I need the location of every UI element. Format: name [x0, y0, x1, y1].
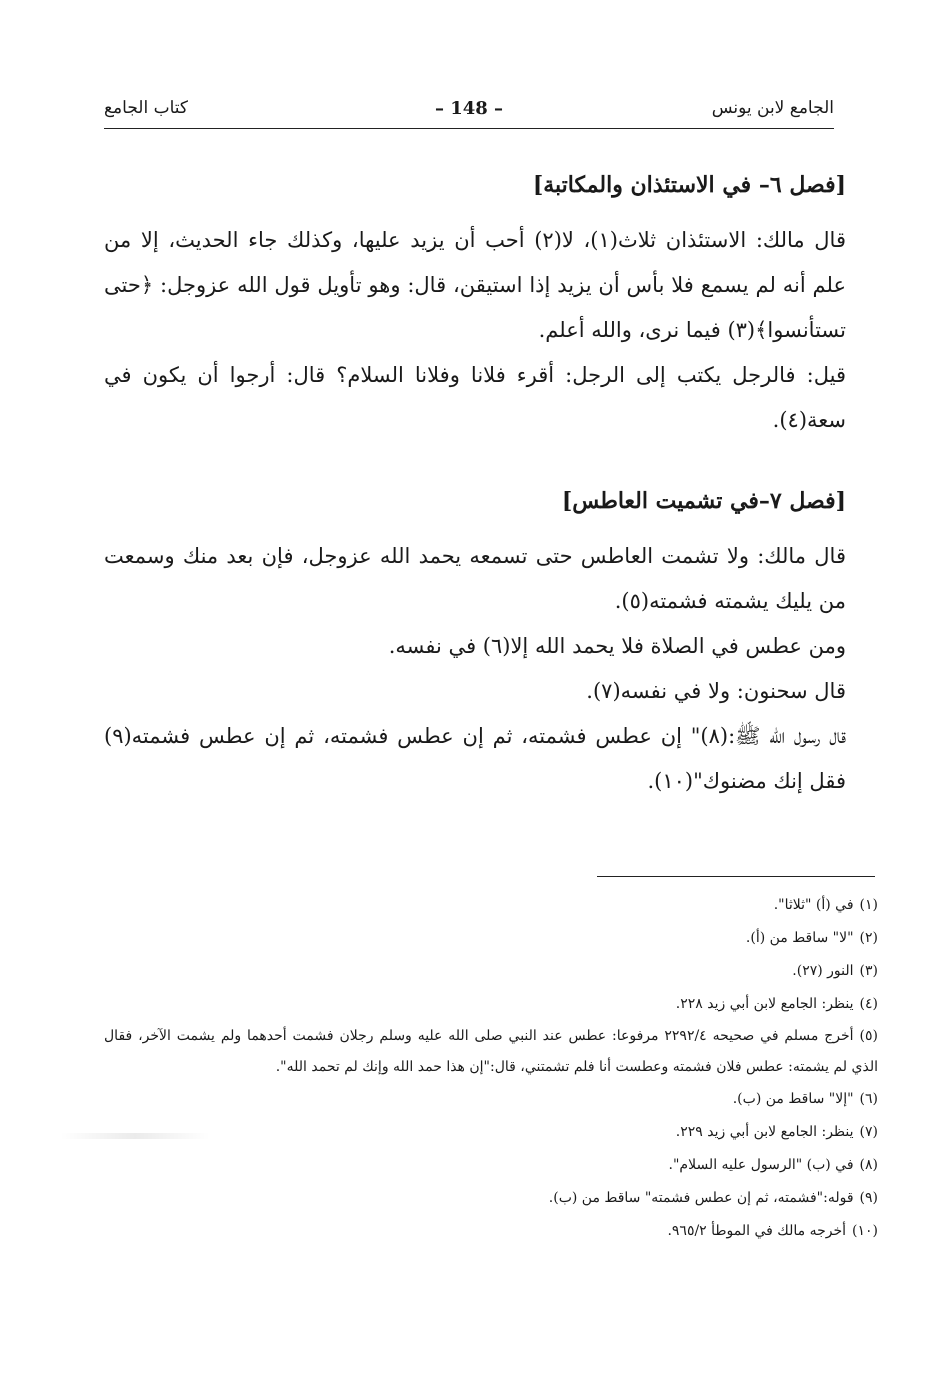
footnote-text: أخرج مسلم في صحيحه ٢٢٩٢/٤ مرفوعا: عطس عند النبي صلى الله عليه وسلم رجلان فشمت أحدهما ولم يشمت الآخر، فقال الذي لم يشمته: عطس فلان فشمته وعطست أنا فلم تشمتني، قال:"إن هذا حمد الله وإنك لم تحمد الله".: [104, 1028, 878, 1075]
footnote-number: (٥): [859, 1028, 878, 1044]
footnote-number: (٦): [859, 1091, 878, 1107]
footnote-text: "إلا" ساقط من (ب).: [732, 1091, 854, 1107]
section-6-paragraph-2: قيل: فالرجل يكتب إلى الرجل: أقرء فلانا وفلانا السلام؟ قال: أرجوا أن يكون في سعة(٤).: [104, 363, 846, 432]
header-rule: [104, 128, 834, 129]
footnote-separator: [597, 876, 875, 877]
running-head: [104, 98, 834, 132]
section-7-paragraph-3: قال سحنون: ولا في نفسه(٧).: [586, 679, 846, 703]
section-7-paragraph-1: قال مالك: ولا تشمت العاطس حتى تسمعه يحمد الله عزوجل، فإن بعد منك وسمعت من يليك يشمته فشمته(٥).: [104, 544, 846, 613]
footnote-text: في (ب) "الرسول عليه السلام".: [668, 1157, 854, 1173]
book-title-right: الجامع لابن يونس: [711, 98, 834, 118]
footnote-10: [104, 1215, 878, 1248]
footnote-number: (٨): [859, 1157, 878, 1173]
footnote-text: قوله:"فشمته، ثم إن عطس فشمته" ساقط من (ب).: [548, 1190, 854, 1206]
page-number: – 148 –: [434, 98, 504, 119]
footnote-1: [104, 889, 878, 922]
chapter-title-left: كتاب الجامع: [104, 98, 189, 118]
footnote-number: (١٠): [852, 1223, 878, 1239]
footnote-7: [104, 1116, 878, 1149]
footnote-8: [104, 1149, 878, 1182]
footnotes: [104, 889, 878, 1248]
footnote-number: (٩): [859, 1190, 878, 1206]
footnote-2: [104, 922, 878, 955]
footnote-text: ينظر: الجامع لابن أبي زيد ٢٢٩.: [675, 1124, 854, 1140]
footnote-5: [104, 1021, 878, 1083]
footnote-4: [104, 988, 878, 1021]
footnote-text: في (أ) "ثلاثا".: [773, 897, 854, 913]
section-7-heading: [فصل ٧–في تشميت العاطس]: [561, 488, 846, 514]
section-7-paragraph-4: قال رسول الله ﷺ:(٨)" إن عطس فشمته، ثم إن عطس فشمته، ثم إن عطس فشمته(٩) فقل إنك مضنوك"(١٠).: [104, 724, 846, 793]
footnote-number: (٣): [859, 963, 878, 979]
footnote-text: أخرجه مالك في الموطأ ٩٦٥/٢.: [667, 1223, 847, 1239]
section-7-paragraph-2: ومن عطس في الصلاة فلا يحمد الله إلا(٦) في نفسه.: [388, 634, 846, 658]
footnote-3: [104, 955, 878, 988]
footnote-9: [104, 1182, 878, 1215]
footnote-number: (٢): [859, 930, 878, 946]
footnote-text: النور (٢٧).: [792, 963, 854, 979]
footnote-number: (١): [859, 897, 878, 913]
section-6-heading: [فصل ٦– في الاستئذان والمكاتبة]: [532, 172, 846, 198]
section-7: [104, 484, 846, 804]
scan-smudge: [60, 1133, 210, 1139]
footnote-6: [104, 1083, 878, 1116]
footnote-number: (٤): [859, 996, 878, 1012]
footnote-number: (٧): [859, 1124, 878, 1140]
footnote-text: ينظر: الجامع لابن أبي زيد ٢٢٨.: [675, 996, 854, 1012]
footnote-text: "لا" ساقط من (أ).: [745, 930, 854, 946]
section-6: [104, 168, 846, 443]
section-6-paragraph-1: قال مالك: الاستئذان ثلاث(١)، لا(٢) أحب أن يزيد عليها، وكذلك جاء الحديث، إلا من علم أنه لم يسمع فلا بأس أن يزيد إذا استيقن، قال: وهو تأويل قول الله عزوجل: ﴿حتى تستأنسوا﴾(٣) فيما نرى، والله أعلم.: [104, 228, 846, 342]
